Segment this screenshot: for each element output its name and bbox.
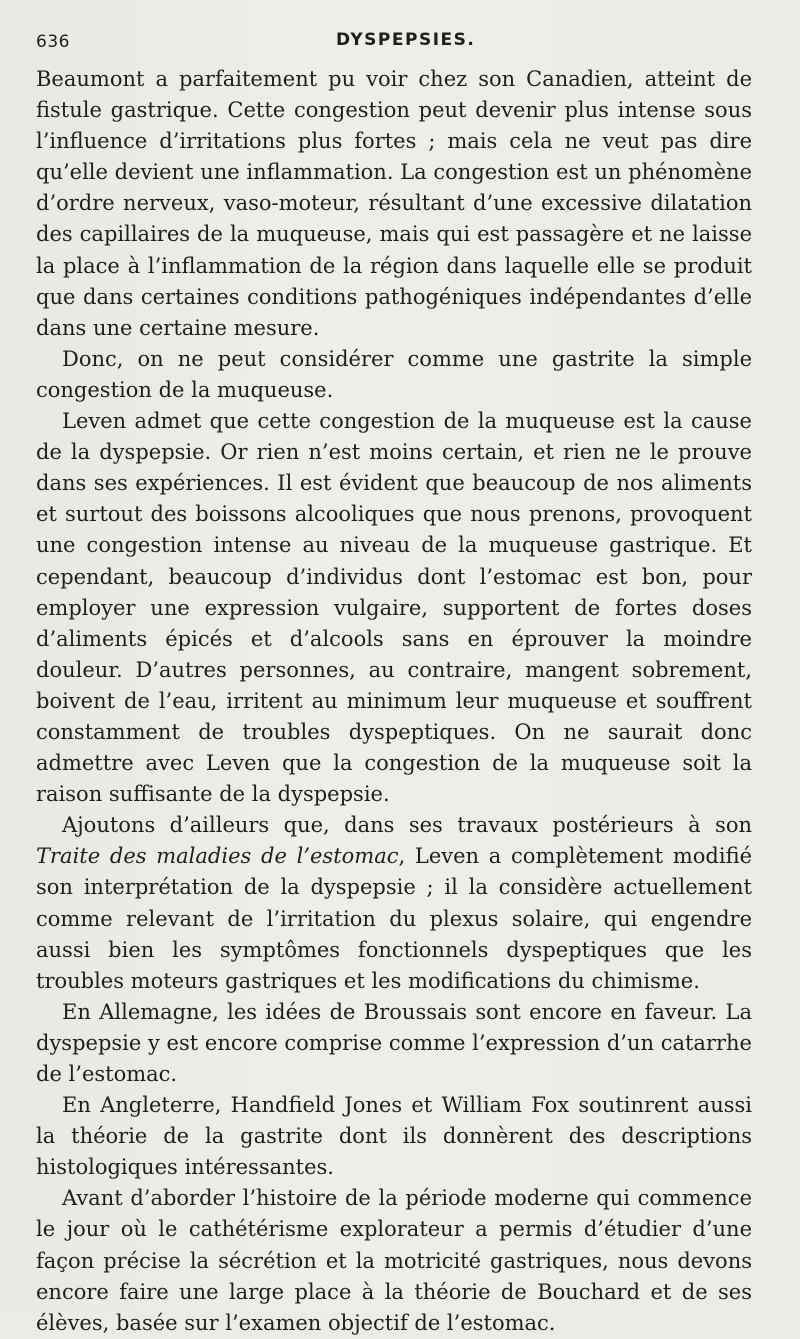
- paragraph: Donc, on ne peut considérer comme une gastrite la simple congestion de la muqueuse.: [36, 346, 752, 402]
- paragraph-continued: Beaumont a parfaitement pu voir chez son Canadien, atteint de fistule gastrique. Cette congestion peut devenir plus intense sous l’influence d’irritations plus fortes ; mais cela ne veut pas dire qu’elle devient une inflammation. La congestion est un phénomène d’ordre nerveux, vaso-moteur, résultant d’une excessive dilatation des capillaires de la muqueuse, mais qui est passagère et ne laisse la place à l’inflammation de la région dans laquelle elle se produit que dans certaines conditions pathogéniques indépendantes d’elle dans une certaine mesure.: [36, 67, 752, 340]
- paragraph-text: Ajoutons d’ailleurs que, dans ses travaux postérieurs à son: [62, 813, 752, 838]
- paragraph-text: , Leven a complètement modifié son interprétation de la dyspepsie ; il la considère actuellement comme relevant de l’irritation du plexus solaire, qui engendre aussi bien les symptômes fonctionnels dyspeptiques que les troubles moteurs gastriques et les modifications du chimisme.: [36, 844, 752, 993]
- paragraph: En Angleterre, Handfield Jones et William Fox soutinrent aussi la théorie de la gastrite dont ils donnèrent des descriptions histologiques intéressantes.: [36, 1093, 752, 1180]
- page-number: 636: [36, 32, 70, 52]
- running-title: DYSPEPSIES.: [336, 30, 476, 50]
- paragraph: En Allemagne, les idées de Broussais sont encore en faveur. La dyspepsie y est encore comprise comme l’expression d’un catarrhe de l’estomac.: [36, 999, 752, 1086]
- body-text: [36, 64, 752, 1339]
- page-header: [36, 30, 770, 60]
- book-title-italic: Traite des maladies de l’estomac: [36, 844, 399, 869]
- paragraph: Avant d’aborder l’histoire de la période moderne qui commence le jour où le cathétérisme explorateur a permis d’étudier d’une façon précise la sécrétion et la motricité gastriques, nous devons encore faire une large place à la théorie de Bouchard et de ses élèves, basée sur l’examen objectif de l’estomac.: [36, 1186, 752, 1335]
- paragraph: Leven admet que cette congestion de la muqueuse est la cause de la dyspepsie. Or rien n’est moins certain, et rien ne le prouve dans ses expériences. Il est évident que beaucoup de nos aliments et surtout des boissons alcooliques que nous prenons, provoquent une congestion intense au niveau de la muqueuse gastrique. Et cependant, beaucoup d’individus dont l’estomac est bon, pour employer une expression vulgaire, supportent de fortes doses d’aliments épicés et d’alcools sans en éprouver la moindre douleur. D’autres personnes, au contraire, mangent sobrement, boivent de l’eau, irritent au minimum leur muqueuse et souffrent constamment de troubles dyspeptiques. On ne saurait donc admettre avec Leven que la congestion de la muqueuse soit la raison suffisante de la dyspepsie.: [36, 409, 752, 807]
- paragraph: [36, 810, 752, 997]
